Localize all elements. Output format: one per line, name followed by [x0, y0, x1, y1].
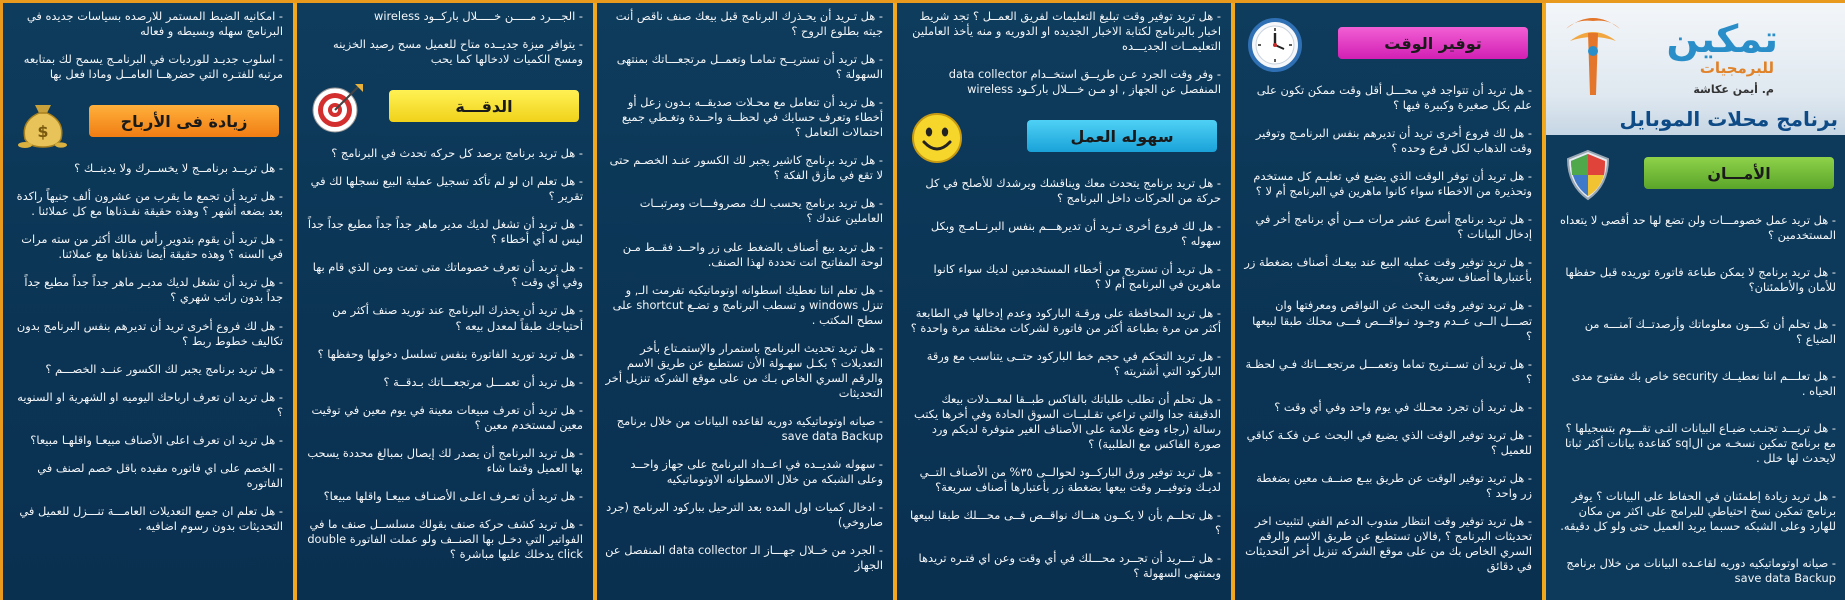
list-item: - هل تريد أن تتعامل مع محـلات صديقــه بـدون زعل أو أخطاء وتعرف حسابك في لحظــة واحــدة وتغـطي جميع احتمالات التعامل ؟ [621, 95, 883, 140]
list-item: - هل تريد أن تجرد محـلك في يوم واحد وفي أي وقت ؟ [1274, 399, 1532, 414]
list-item: - يتوافر ميزة جديــده متاح للعميل مسح رصيد الخزينه ومسح الكميات لادخالها كما يحب [332, 37, 583, 67]
list-item: - هل تريد بيع أصناف بالضغط على زر واحــد فقــط مـن لوحة المفاتيح انت تحددة لهذا الصنف. [622, 239, 883, 269]
panel-divider [1542, 3, 1546, 600]
panel-features [597, 3, 893, 600]
list-item: - هل تريد توفير وقت البحث عن النواقص ومعرفتها وان تصـــل الــى عــدم وجـود نـواقـــص فـــى محلك طبقا لبيعها ؟ [1252, 298, 1532, 343]
list-item: - هل تريد أن تســتريح تماما وتعمـــل مرتجعـــاتك فـي لحظـة ؟ [1245, 356, 1532, 386]
shield-icon [1560, 147, 1616, 203]
list-item: - هل تريد تحديث البرنامج باستمرار والإستمـتاع بأخر التعديلات ؟ بكـل سهـولة الأن تستطيع عن طريق الاسم والرقم السري الخاص بـك من على موقع الشركه تنزيل أخر التحديثات [605, 340, 883, 400]
logo-subtitle: للبرمجيات [1699, 59, 1774, 77]
panel-ease-of-work [897, 3, 1231, 600]
list-item: - هل تريد أن تشغل لديك مديـر ماهر جداً جداً مطيع جداً جداً بدون راتب شهري ؟ [24, 275, 283, 305]
list-item: - هل تريد أن يقوم بتدوير رأس مالك أكثر من سته مرات في السنه ؟ وهذه حقيقة أيضا نفذناها مع عملائنا. [21, 232, 283, 262]
list-item: - هل تريد كشف حركة صنف بقولك مسلســل صنف ما في الفواتير التي دخـل بها الصنــف ولو عملت الفاتورة double click يدخلك عليها مباشرة ؟ [307, 516, 583, 561]
list-item: - هل تريد توفير وقت عمليه البيع عند بيعـك أصناف بضغطة زر بأعتبارها أصناف سريعة؟ [1244, 255, 1532, 285]
security-list [1556, 213, 1836, 586]
list-item: - سهوله شديــده في اعــداد البرنامج على جهاز واحــد وعلى الشبكه من خلال الاسطوانه الاوتوماتيكيه [630, 457, 883, 487]
time-saving-ribbon: توفير الوقت [1338, 27, 1528, 59]
clock-icon [1247, 17, 1303, 73]
list-item: - هل تعلم اننا نعطيك اسطوانه اوتوماتيكيه تفرمت الـ, و تنزل windows و تسطب البرنامج و تضـع shortcut على سطح المكتب . [612, 282, 883, 327]
list-item: - هل تريد عمل خصومـــات ولن تضع لها حد أقصى لا يتعداه المستخدمين ؟ [1560, 213, 1836, 243]
ease-of-work-ribbon: سهوله العمل [1027, 120, 1217, 152]
list-item: - الجرد من خــلال جهـــاز الـ data collector المنفصل عن الجهاز [605, 543, 883, 573]
list-item: - هل تريد أن تشغل لديك مدير ماهر جداً جداً مطيع جداً جداً ليس له أي أخطاء ؟ [307, 217, 583, 247]
list-item: - هل تعلم ان لو لم تأكد تسجيل عملية البيع نسجلها لك في تقرير ؟ [310, 174, 583, 204]
list-item: - هل تريد أن توفر الوقت الذي يضيع في تعليـم كل مستخدم وتحذيرة من الاخطاء سواء كانوا ماهرين في البرنامج أم لا ؟ [1253, 169, 1532, 199]
list-item: - هل تحلم أن تطلب طلباتك بالفاكس طبــقا لمعــدلات بيعك الدقيقة جدا والتي تراعي تقـلبــات السوق الحادة وفي أخرها يكتب رسالة (رجاء وضع علامة على الأصناف الغير متوفرة لديكم ورد صورة الفاكس مع الطلبية) ؟ [914, 391, 1221, 451]
panel-profits [3, 3, 293, 600]
list-item: - هل تريد زيادة إطمئنان في الحفاظ على البيانات ؟ يوفر برنامج تمكين نسخ احتياطي للبرامج على اكثر من مكان للهارد وعلى الشبكه حسبما يريد العميل حتى ولو كل دقيقه. [1560, 488, 1836, 533]
money-bag-icon [15, 95, 71, 151]
list-item: - هل تريد المحافظة على ورقـة الباركود وعدم إدخالها في الطابعة أكثر من مرة بطباعة أكثر من فاتورة لشركات مختلفة مرة واحدة ؟ [910, 305, 1221, 335]
list-item: - هل لك فروع أخرى تريد أن تديرهم بنفس البرنامج بدون تكاليف خطوط ربط ؟ [16, 318, 283, 348]
list-item: - هل تريـــد تجنـب ضيـاع البيانات التـى تقـــوم بتسجيلها ؟ مع برنامج تمكين نسخـه من الsql كقاعدة بيانات أكثر ثباتا لايحدث لها خلل . [1564, 421, 1836, 466]
logo-text: تمكين [1666, 17, 1778, 61]
list-item: - هل تريد ان تعرف ارباحك اليوميه او الشهرية او السنويه ؟ [17, 389, 283, 419]
security-header [1556, 147, 1836, 203]
app-title: برنامج محلات الموبايل [1619, 107, 1838, 131]
list-item: - هل لك فروع أخرى تريد أن تديرهم بنفس البرنامـج وتوفير وقت الذهاب لكل فرع وحده ؟ [1255, 126, 1532, 156]
profits-header [11, 95, 283, 151]
list-item: - هل تحلم أن تكـــون معلوماتك وأرصدتــك آمنـــه من الضياع ؟ [1584, 317, 1836, 347]
panel-security [1546, 3, 1845, 600]
list-item: - هل تحلــم بأن لا يكــون هنــاك نواقــص فــى محـــلك طبقا لبيعها ؟ [909, 507, 1221, 538]
list-item: - صيانه اوتوماتيكيه دوريه لقاعده البيانات من خلال برنامج save data Backup [616, 413, 883, 443]
list-item: - هل تريد برنامج يحسب لـك مصروفـــات ومرتبــات العاملين عندك ؟ [639, 196, 883, 226]
list-item: - هل تريد ان تعرف اعلى الأصناف مبيعـا واقلهـا مبيعا؟ [30, 432, 283, 447]
panel-divider [1231, 3, 1235, 600]
list-item: - هل تريد توفير وقت تبليغ التعليمات لفريق العمــل ؟ تجد شريط اخبار بالبرنامج لكتابة الاخبار الجديده او الدوريه و منه يأخذ العاملين التعليمــات الجديـــده [912, 9, 1221, 54]
time-saving-header [1243, 17, 1532, 73]
list-item: - هل تريد أن تعرف مبيعات معينة في يوم معين في توقيت معين لمستخدم معين ؟ [311, 402, 583, 432]
security-ribbon: الأمـــان [1644, 157, 1834, 189]
author-name: م. أيمن عكاشة [1693, 83, 1774, 96]
list-item: - هل تـــريد أن تجــرد محـــلك في أي وقت وعن اي فتـره تريدها وبمنتهى السهولة ؟ [918, 551, 1221, 581]
list-item: - هل تريد توفير الوقت الذي يضيع في البحث عـن فكـة كباقي للعميل ؟ [1246, 427, 1532, 457]
list-item: - وفر وقت الجرد عـن طريــق استخــدام data collector المنفصل عن الجهاز , او مـن خـــلال باركـود wireless [948, 67, 1221, 97]
list-item: - هل تريد أن تعمـــل مرتجعـــاتك بـدقــة ؟ [383, 374, 583, 389]
smiley-icon [909, 110, 965, 166]
accuracy-header [305, 80, 583, 136]
list-item: - هل لك فروع أخرى تـريد أن تديرهـــم بنفس البرنــامـج وبكل سهوله ؟ [930, 219, 1221, 249]
panel-divider [893, 3, 897, 600]
list-item: - الخصم على اي فاتوره مقيده باقل خصم لصنف في الفاتوره [37, 460, 283, 490]
security-body [1546, 143, 1845, 600]
target-icon [309, 80, 365, 136]
list-item: - هل تريد برنامج أسرع عشر مرات مــن أي برنامج أخر في إدخال البيانات ؟ [1255, 212, 1532, 242]
list-item: - هل تريد برنامج كاشير يجبر لك الكسور عنـد الخصـم حتى لا تقع في مأزق الفكة ؟ [609, 153, 883, 183]
list-item: - هل تريد توفير وقت انتظار مندوب الدعم الفني لتثبيت اخر تحديثات البرنامج ؟ ,فالان تستطيع عن طريق الاسم والرقم السري الخاص بك من على موقع الشركه تنزيل أخر التحديثات في دقائق [1245, 513, 1532, 574]
list-item: - هل تعلم ان جميع التعديلات العامـــة تنـــزل للعميل في التحديثات بدون رسوم اضافيه . [19, 503, 283, 533]
accuracy-ribbon: الدقـــة [389, 90, 579, 122]
logo-band [1546, 3, 1845, 135]
list-item: - هل تريد توفير الوقت عن طريق بيـع صنــف معين بضغطة زر واحد ؟ [1256, 470, 1532, 500]
ease-of-work-header [905, 110, 1221, 166]
list-item: - هل تريد البرنامج أن يصدر لك إيصال بمبالغ محددة يسحب بها العميل وقتما شاء [307, 445, 583, 475]
list-item: - امكانيه الضبط المستمر للارصده بسياسات جديده في البرنامج سهله وبسيطه و فعاله [26, 9, 283, 39]
list-item: - هل تريد التحكم في حجم خط الباركود حتــى يتناسب مع ورقة الباركود التي أشتريته ؟ [926, 348, 1221, 378]
list-item: - هل تريد أن تتواجد في محـــل أقل وقت ممكن تكون على علم بكل صغيرة وكبيرة فيها ؟ [1256, 83, 1532, 113]
list-item: - هل تريد برنامج يجبر لك الكسور عنــد الخصـــم ؟ [45, 361, 283, 376]
list-item: - صيانه اوتوماتيكيه دوريه لقاعـده البيانات من خلال برنامج save data Backup [1566, 555, 1836, 585]
list-item: - هل تريد أن تعرف خصوماتك متى تمت ومن الذي قام بها وفي أي وقت ؟ [312, 260, 583, 290]
list-item: - الجـــرد مـــــن خـــــلال باركــود wireless [374, 9, 583, 23]
list-item: - هل تريــد برنامــج لا يخســرك ولا يدينــك ؟ [74, 161, 283, 176]
list-item: - هل تريد توريد الفاتورة بنفس تسلسل دخولها وحفظها ؟ [317, 346, 583, 361]
panel-divider [593, 3, 597, 600]
list-item: - هل تريد أن تستريــح تمامـا وتعمــل مرتجعـــاتك بمنتهى السهولة ؟ [616, 52, 883, 82]
panel-accuracy [297, 3, 593, 600]
list-item: - اسلوب جديـد للورديات في البرنامـج يسمح لك بمتابعه مرتبه للفتـره التي حضرهــا العامــل ومادا فعل بها [23, 52, 283, 82]
list-item: - هل تريد أن يحذرك البرنامج عند توريد صنف أكثر من أحتياجك طبقاً لمعدل بيعه ؟ [332, 303, 583, 333]
list-item: - هل تريد أن تستريح من أخطاء المستخدمين لديك سواء كانوا ماهرين في البرنامج أم لا ؟ [933, 262, 1221, 292]
list-item: - هل تعلـــم اننا نعطيــك security خاص بك مفتوح مدى الحياه . [1571, 369, 1836, 399]
list-item: - هل تريد برنامج يتحدث معك ويناقشك ويرشدك للأصلح في كل حركة من الحركات داخل البرنامج ؟ [925, 176, 1221, 206]
list-item: - هل تريد برنامج لا يمكن طباعة فاتورة توريده قبل حفظها للأمان والأطمئنان؟ [1565, 265, 1836, 295]
list-item: - هل تريد أن تجمع ما يقرب من عشرون ألف جنيهاً راكدة بعد بضعه أشهر ؟ وهذه حقيقة نفـذناها مع كل عملائنا . [16, 189, 283, 219]
list-item: - ادخال كميات اول المده بعد الترحيل بباركود البرنامج (جرد صاروخي) [606, 500, 883, 530]
list-item: - هل تريد برنامج يرصد كل حركه تحدث في البرنامج ؟ [331, 146, 583, 161]
profits-ribbon: زيادة فى الأرباح [89, 105, 279, 137]
list-item: - هل تريد أن تعـرف اعلـى الأصنـاف مبيعـا واقلها مبيعا؟ [323, 488, 583, 503]
list-item: - هل تريد توفير ورق الباركــود لحوالــى ٣٥% من الأصناف التــي لديـك وتوفيــر وقت بيعها بضغطة زر بأعتبارها أصناف سريعة؟ [919, 464, 1221, 494]
panel-time-saving [1235, 3, 1542, 600]
panel-divider [293, 3, 297, 600]
svg-text:$: $ [37, 122, 49, 142]
logo-mark-icon [1558, 11, 1628, 101]
list-item: - هل تـريد أن يحـذرك البرنامج قبل بيعك صنف ناقص أنت جيته بطلوع الروح ؟ [615, 9, 883, 39]
